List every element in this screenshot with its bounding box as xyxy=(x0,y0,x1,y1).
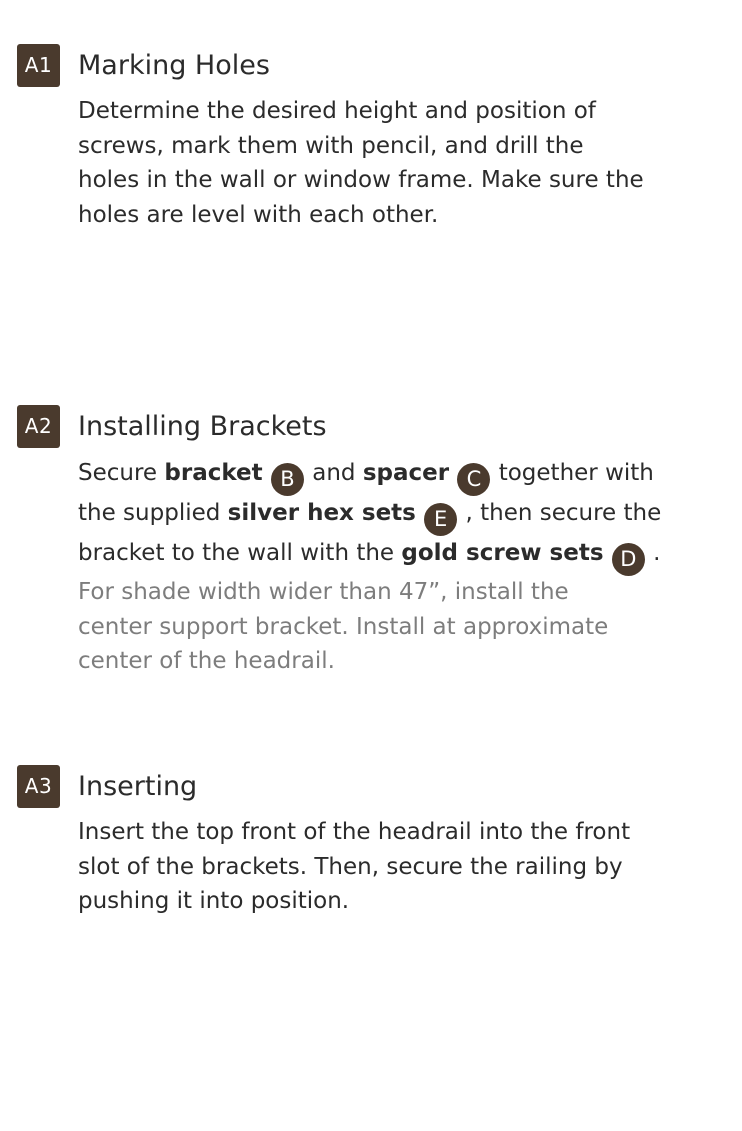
text: together with xyxy=(491,460,654,486)
note-line: center support bracket. Install at approximate xyxy=(78,613,609,640)
body-line: holes in the wall or window frame. Make sure the xyxy=(78,167,644,194)
body-line: screws, mark them with pencil, and drill the xyxy=(78,132,584,159)
part-marker-c: C xyxy=(457,463,490,496)
body-line: slot of the brackets. Then, secure the railing by xyxy=(78,853,623,880)
part-marker-e: E xyxy=(424,503,457,536)
note-line: center of the headrail. xyxy=(78,648,335,675)
note-line: For shade width wider than 47”, install the xyxy=(78,579,569,605)
step-body xyxy=(78,94,718,233)
step-title: Installing Brackets xyxy=(78,411,327,442)
step-badge: A3 xyxy=(17,765,60,808)
step-note xyxy=(78,575,718,679)
body-line xyxy=(78,496,718,536)
step-badge: A2 xyxy=(17,405,60,448)
text: bracket to the wall with the xyxy=(78,540,402,566)
body-line xyxy=(78,536,718,576)
step-title: Inserting xyxy=(78,771,198,802)
step-badge: A1 xyxy=(17,44,60,87)
part-marker-b: B xyxy=(271,463,304,496)
text: Secure xyxy=(78,460,165,486)
part-marker-d: D xyxy=(612,543,645,576)
term-bracket: bracket xyxy=(164,460,263,486)
body-line: holes are level with each other. xyxy=(78,202,439,229)
text: , then secure the xyxy=(458,500,662,526)
term-gold-screw-sets: gold screw sets xyxy=(401,540,604,566)
text: the supplied xyxy=(78,500,228,526)
term-silver-hex-sets: silver hex sets xyxy=(227,500,416,526)
term-spacer: spacer xyxy=(362,460,450,486)
step-title: Marking Holes xyxy=(78,50,270,81)
text: and xyxy=(304,460,363,486)
body-line xyxy=(78,456,718,496)
body-line: Determine the desired height and position of xyxy=(78,98,596,124)
step-body xyxy=(78,815,718,919)
text: . xyxy=(645,540,661,566)
body-line: pushing it into position. xyxy=(78,888,350,915)
body-line: Insert the top front of the headrail into the front xyxy=(78,819,631,845)
step-body xyxy=(78,456,718,576)
